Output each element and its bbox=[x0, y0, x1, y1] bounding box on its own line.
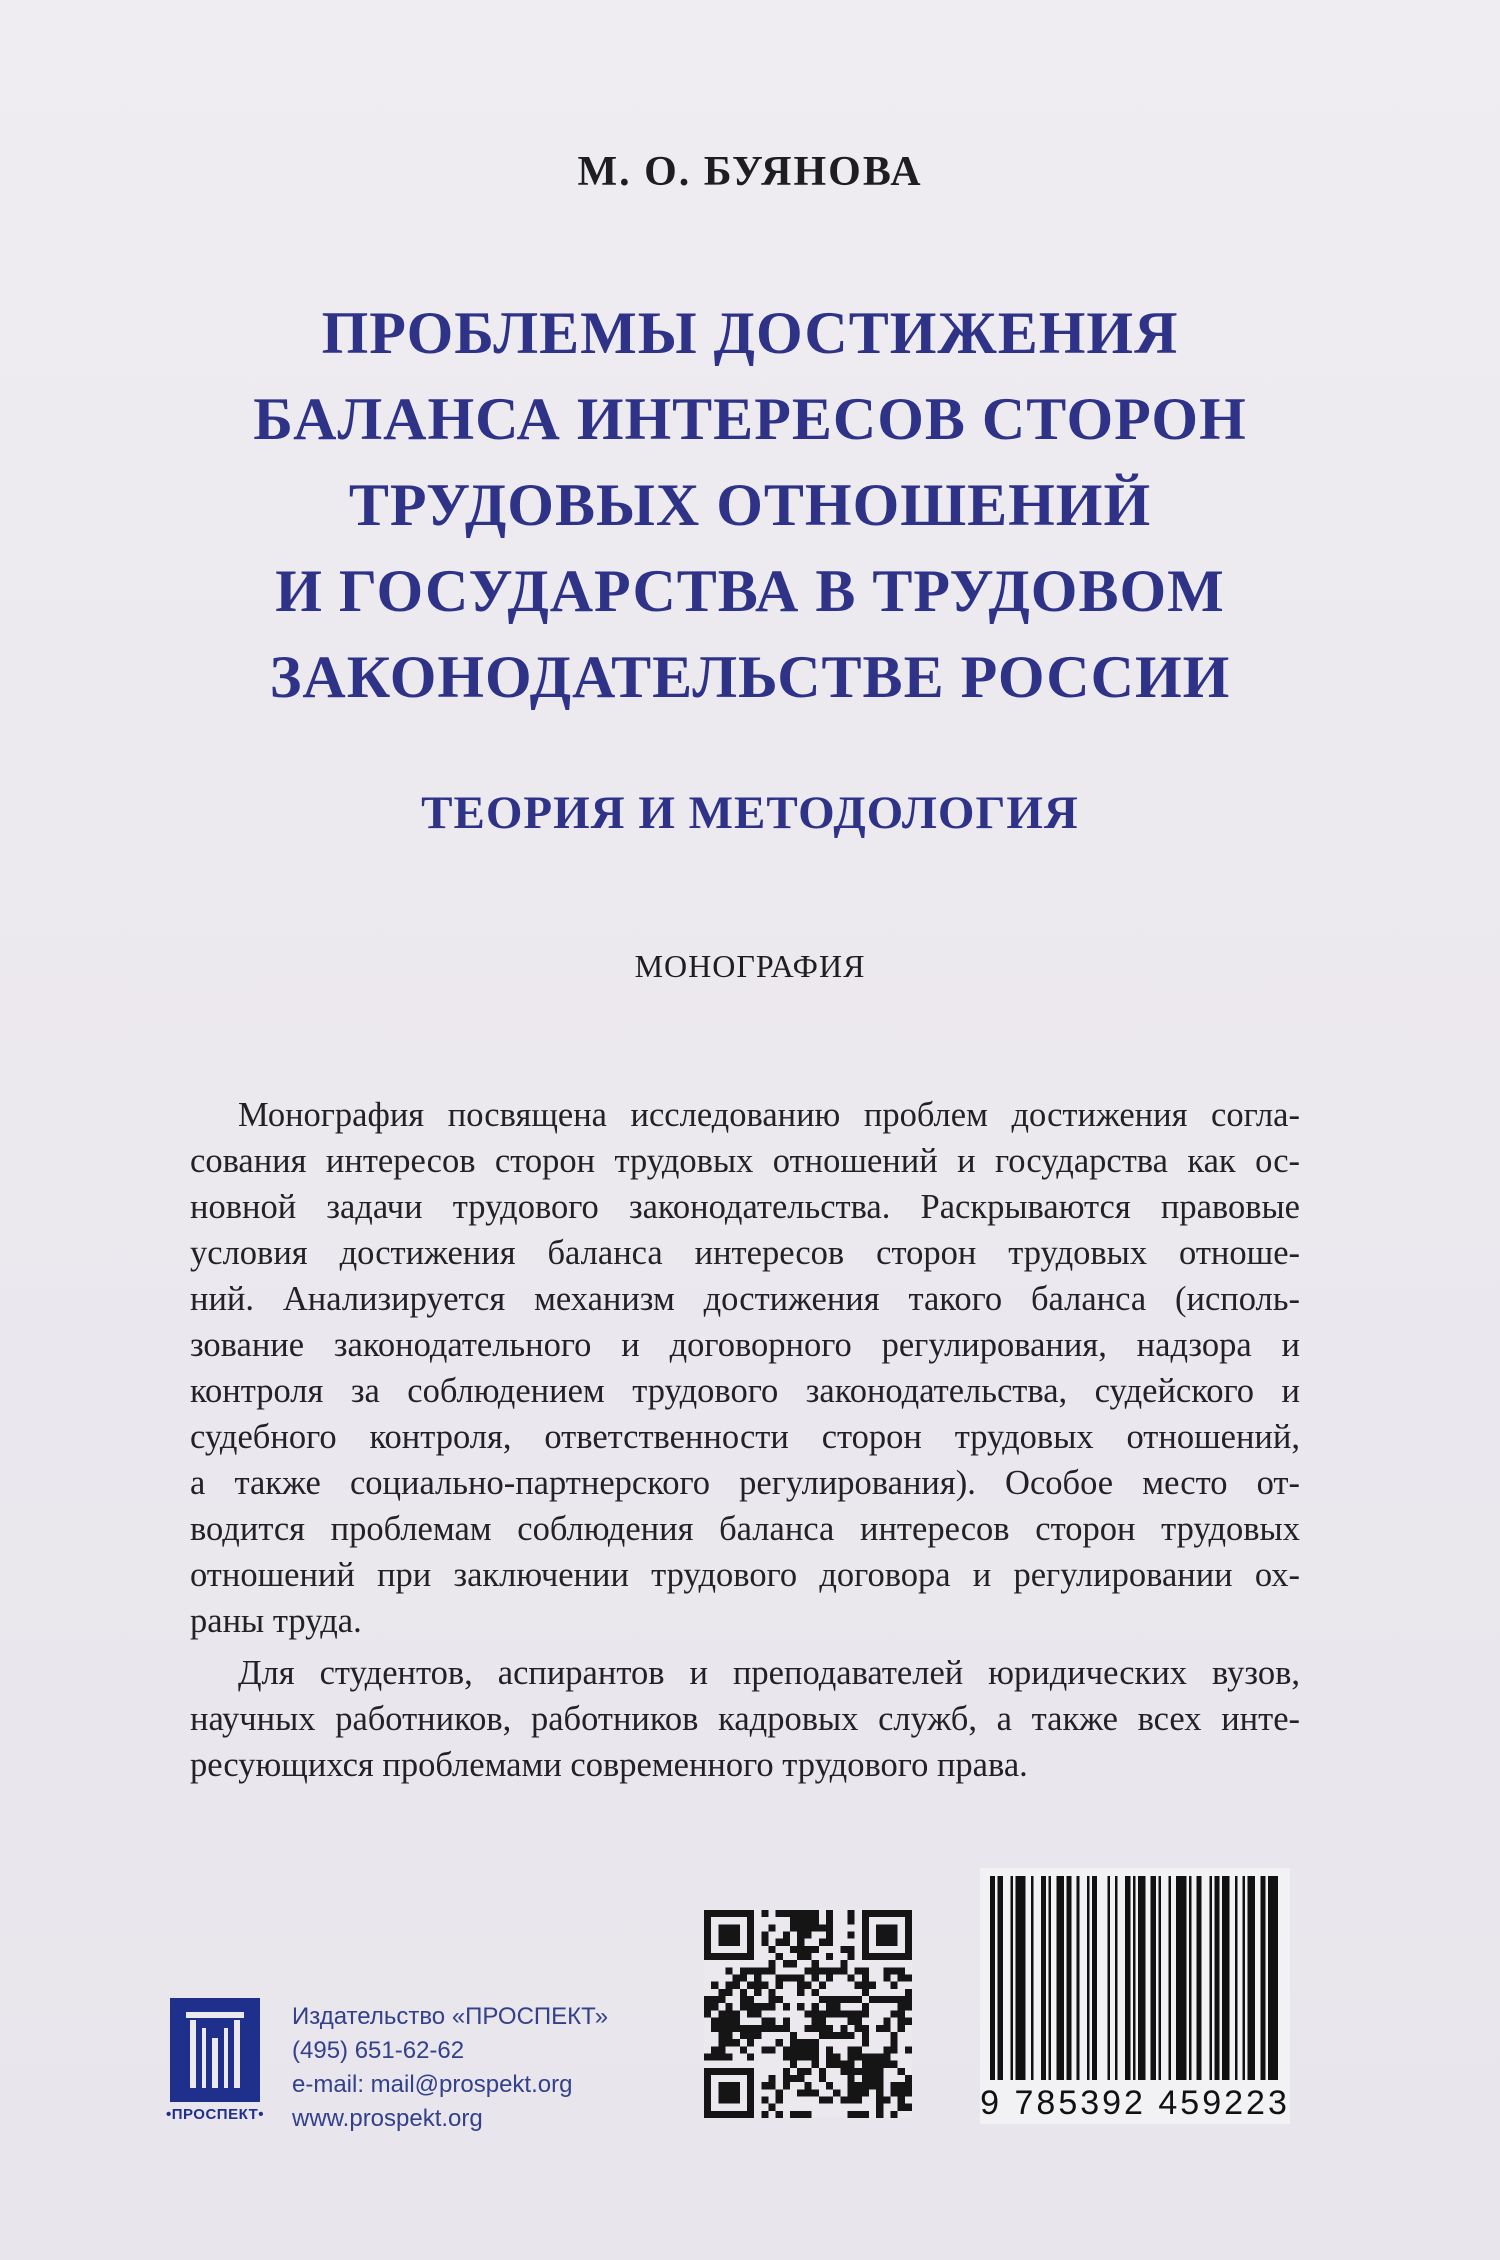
isbn-barcode bbox=[980, 1868, 1290, 2124]
book-subtitle: ТЕОРИЯ И МЕТОДОЛОГИЯ bbox=[421, 787, 1079, 839]
publisher-phone: (495) 651-62-62 bbox=[292, 2037, 465, 2064]
annotation-line: судебного контроля, ответственности сторон трудовых отношений, bbox=[190, 1418, 1300, 1456]
annotation-paragraph-1 bbox=[190, 1092, 1300, 1644]
qr-code-icon bbox=[704, 1910, 912, 2118]
publisher-logo bbox=[148, 1998, 282, 2132]
title-line: ПРОБЛЕМЫ ДОСТИЖЕНИЯ bbox=[321, 300, 1179, 366]
annotation-line: раны труда. bbox=[190, 1602, 362, 1640]
annotation-line: контроля за соблюдением трудового законодательства, судейского и bbox=[190, 1372, 1300, 1410]
title-line: ЗАКОНОДАТЕЛЬСТВЕ РОССИИ bbox=[269, 644, 1231, 710]
title-line: И ГОСУДАРСТВА В ТРУДОВОМ bbox=[275, 558, 1225, 624]
annotation-line: Для студентов, аспирантов и преподавателей юридических вузов, bbox=[238, 1654, 1300, 1692]
logo-mark-icon bbox=[170, 1998, 260, 2102]
annotation bbox=[190, 1092, 1300, 1788]
title-line: БАЛАНСА ИНТЕРЕСОВ СТОРОН bbox=[253, 386, 1247, 452]
logo-caption: •ПРОСПЕКТ• bbox=[165, 2106, 265, 2123]
title-line: ТРУДОВЫХ ОТНОШЕНИЙ bbox=[348, 472, 1152, 538]
annotation-line: а также социально-партнерского регулирования). Особое место от- bbox=[190, 1464, 1300, 1502]
publisher-info bbox=[292, 2000, 608, 2136]
book-title bbox=[100, 290, 1400, 720]
author-name: М. О. БУЯНОВА bbox=[577, 149, 923, 195]
annotation-line: научных работников, работников кадровых служб, а также всех инте- bbox=[190, 1700, 1300, 1738]
annotation-line: зование законодательного и договорного регулирования, надзора и bbox=[190, 1326, 1300, 1364]
isbn-number: 9 785392 459223 bbox=[980, 2084, 1290, 2122]
annotation-line: сования интересов сторон трудовых отношений и государства как ос- bbox=[190, 1142, 1300, 1180]
annotation-line: новной задачи трудового законодательства. Раскрываются правовые bbox=[190, 1188, 1300, 1226]
annotation-paragraph-2 bbox=[190, 1650, 1300, 1788]
annotation-line: условия достижения баланса интересов сторон трудовых отноше- bbox=[190, 1234, 1300, 1272]
annotation-line: водится проблемам соблюдения баланса интересов сторон трудовых bbox=[190, 1510, 1300, 1548]
barcode-bars-icon bbox=[980, 1868, 1290, 2084]
annotation-line: ресующихся проблемами современного трудового права. bbox=[190, 1746, 1028, 1784]
annotation-line: Монография посвящена исследованию проблем достижения согла- bbox=[238, 1096, 1300, 1134]
publisher-name: Издательство «ПРОСПЕКТ» bbox=[292, 2003, 609, 2030]
publisher-email: e-mail: mail@prospekt.org bbox=[292, 2071, 573, 2098]
publisher-website: www.prospekt.org bbox=[292, 2105, 483, 2132]
annotation-line: ний. Анализируется механизм достижения такого баланса (исполь- bbox=[190, 1280, 1300, 1318]
book-genre: МОНОГРАФИЯ bbox=[634, 948, 866, 984]
annotation-line: отношений при заключении трудового договора и регулировании ох- bbox=[190, 1556, 1300, 1594]
